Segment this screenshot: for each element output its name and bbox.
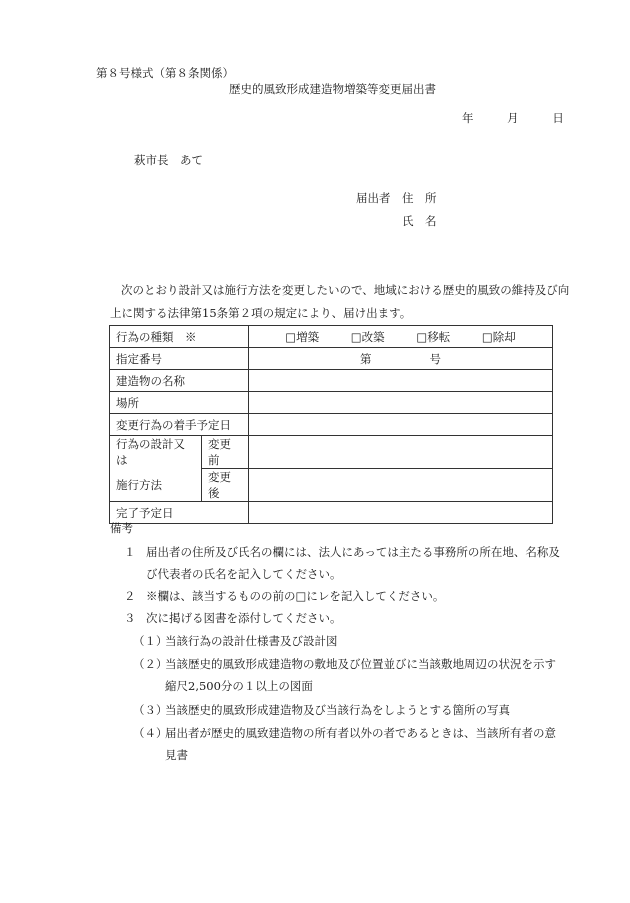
completion-field[interactable]: [249, 502, 553, 524]
note-text: 届出者の住所及び氏名の欄には、法人にあっては主たる事務所の所在地、名称及: [146, 545, 560, 559]
designation-label: 指定番号: [110, 348, 249, 370]
table-row: [110, 502, 553, 524]
table-row: [110, 436, 553, 469]
option-relocation[interactable]: □移転: [416, 329, 451, 344]
applicant-name-label: 氏 名: [402, 214, 437, 228]
note-item: [124, 541, 569, 585]
building-name-label: 建造物の名称: [110, 370, 249, 392]
note-item: [124, 585, 569, 607]
intro-paragraph: 次のとおり設計又は施行方法を変更したいので、地域における歴史的風致の維持及び向上に関する法律第15条第２項の規定により、届け出ます。: [110, 283, 570, 320]
after-field[interactable]: [249, 469, 553, 502]
form-number: 第８号様式（第８条関係）: [96, 66, 234, 80]
sub-item-text: 届出者が歴史的風致建造物の所有者以外の者であるときは、当該所有者の意: [165, 726, 556, 740]
date-year: 年: [462, 111, 474, 125]
location-field[interactable]: [249, 392, 553, 414]
start-date-label: 変更行為の着手予定日: [110, 414, 249, 436]
before-field[interactable]: [249, 436, 553, 469]
design-label-line2: 施行方法: [110, 469, 202, 502]
sub-item-number: （３）: [133, 703, 168, 717]
table-row: [110, 469, 553, 502]
sub-item: [133, 630, 569, 652]
sub-item-number: （２）: [133, 657, 168, 671]
option-rebuild[interactable]: □改築: [350, 329, 385, 344]
note-number: ２: [124, 589, 136, 603]
before-label: 変更前: [202, 436, 249, 469]
addressee: 萩市長 あて: [134, 153, 203, 167]
note-text: ※欄は、該当するものの前の□にレを記入してください。: [146, 589, 445, 603]
table-row: [110, 414, 553, 436]
note-item: [124, 607, 569, 629]
note-number: ３: [124, 611, 136, 625]
sub-item-text: 当該歴史的風致形成建造物の敷地及び位置並びに当該敷地周辺の状況を示す: [165, 657, 556, 671]
sub-item: [133, 722, 569, 766]
option-removal[interactable]: □除却: [481, 329, 516, 344]
after-label: 変更後: [202, 469, 249, 502]
date-day: 日: [552, 111, 564, 125]
sub-item-number: （１）: [133, 634, 168, 648]
building-name-field[interactable]: [249, 370, 553, 392]
completion-label: 完了予定日: [110, 502, 249, 524]
document-title: 歴史的風致形成建造物増築等変更届出書: [229, 82, 436, 96]
start-date-field[interactable]: [249, 414, 553, 436]
location-label: 場所: [110, 392, 249, 414]
note-text: 次に掲げる図書を添付してください。: [146, 611, 342, 625]
sub-item: [133, 699, 569, 721]
sub-item: [133, 653, 569, 697]
date-line: [462, 110, 594, 126]
table-row: [110, 370, 553, 392]
table-row: [110, 348, 553, 370]
table-row: [110, 326, 553, 348]
sub-item-text: 当該行為の設計仕様書及び設計図: [165, 634, 338, 648]
designation-prefix: 第: [360, 351, 372, 366]
option-extension[interactable]: □増築: [285, 329, 320, 344]
note-text-cont: び代表者の氏名を記入してください。: [146, 567, 342, 581]
action-type-options: [249, 326, 553, 348]
note-number: １: [124, 545, 136, 559]
designation-suffix: 号: [429, 351, 441, 366]
table-row: [110, 392, 553, 414]
applicant-address-label: 届出者 住 所: [356, 191, 437, 205]
sub-item-text-cont: 見書: [165, 748, 188, 762]
design-label-line1: 行為の設計又は: [110, 436, 202, 469]
action-type-label: 行為の種類 ※: [110, 326, 249, 348]
sub-item-text-cont: 縮尺2,500分の１以上の図面: [165, 679, 313, 693]
sub-item-number: （４）: [133, 726, 168, 740]
notes-heading: 備考: [110, 521, 133, 535]
date-month: 月: [507, 111, 519, 125]
notification-table: [109, 325, 553, 524]
sub-item-text: 当該歴史的風致形成建造物及び当該行為をしようとする箇所の写真: [165, 703, 510, 717]
designation-value[interactable]: [249, 348, 553, 370]
